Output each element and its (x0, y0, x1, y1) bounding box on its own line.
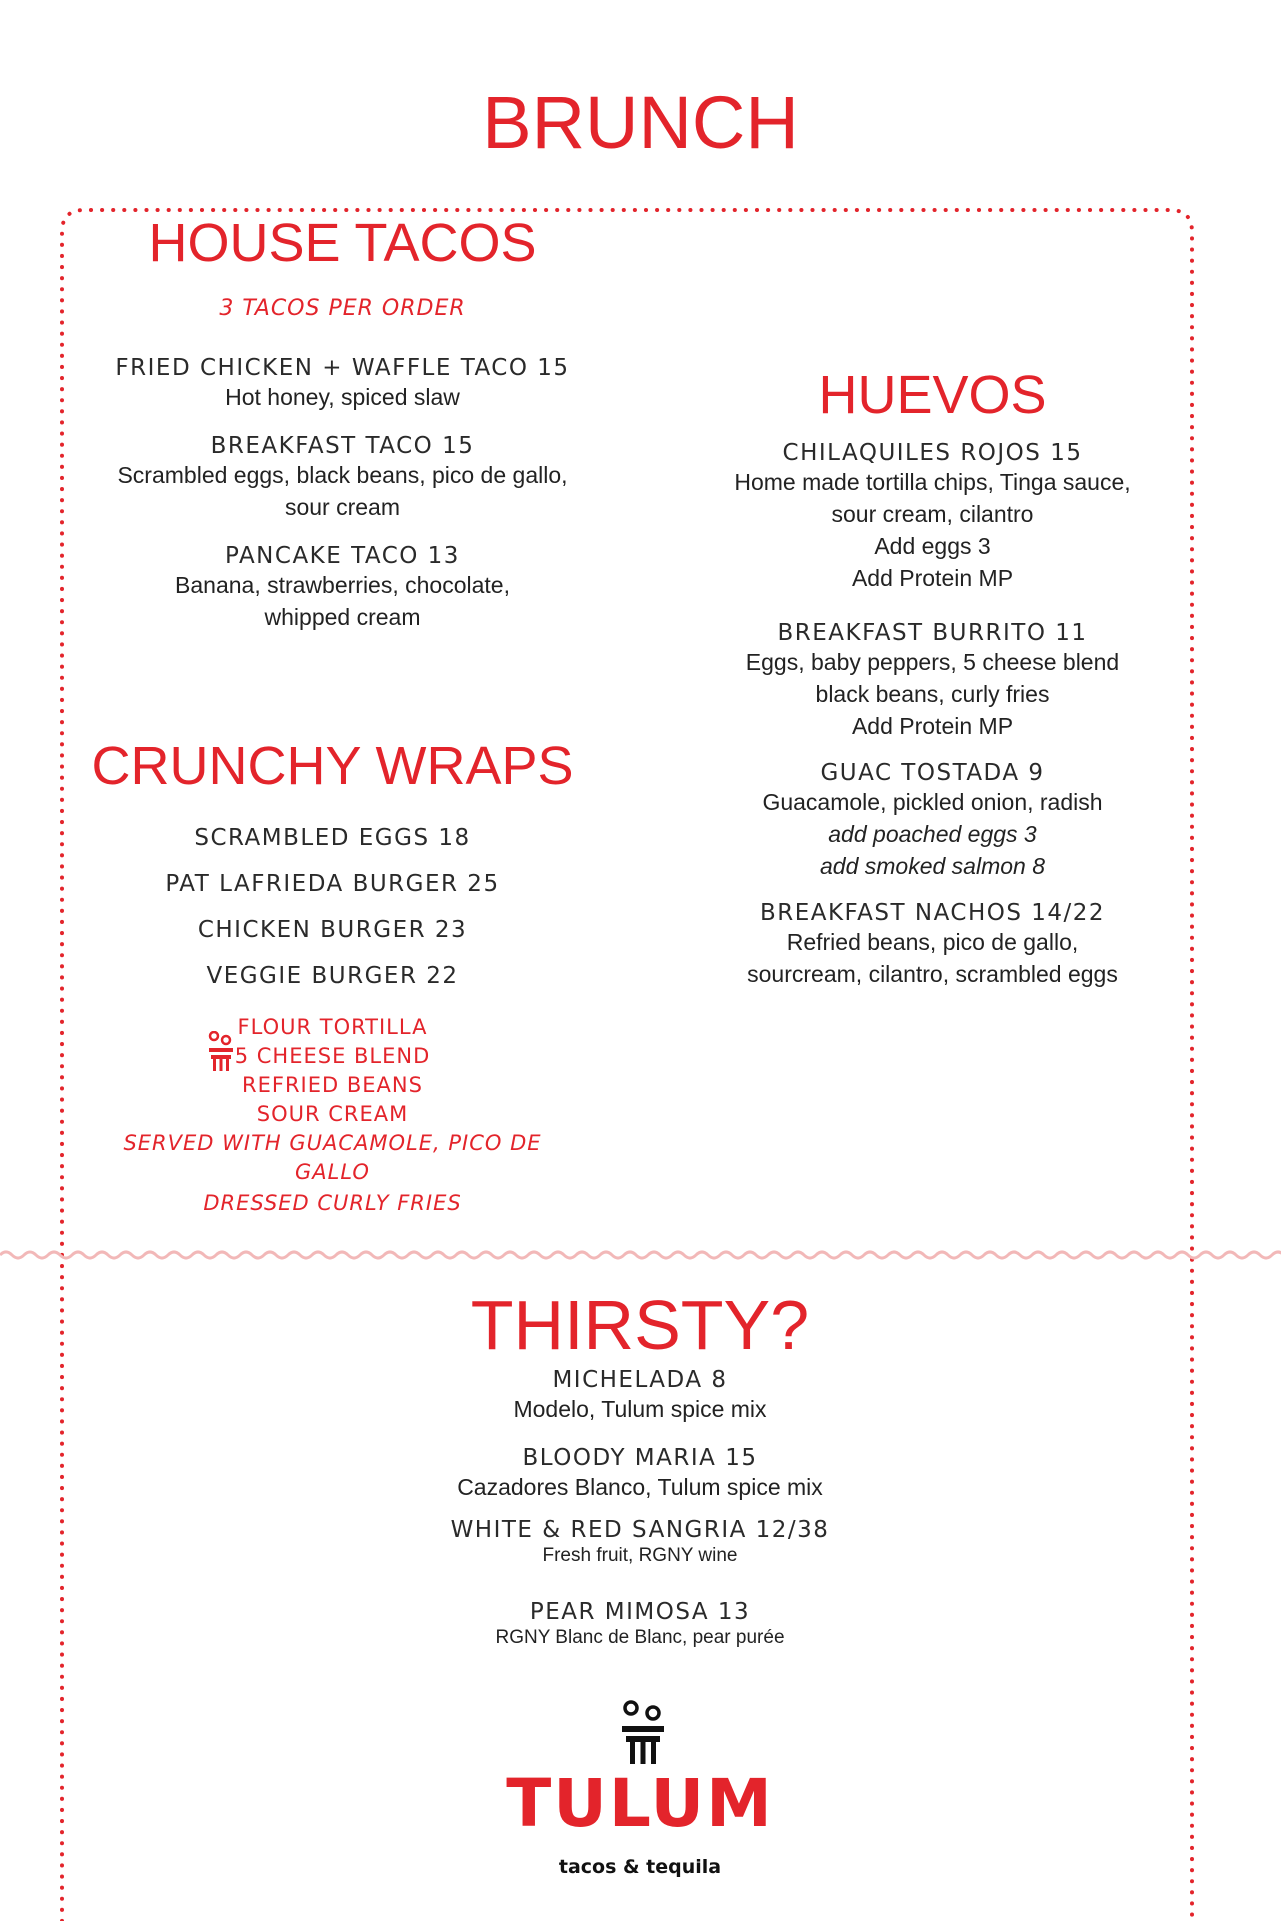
page-title: BRUNCH (482, 81, 799, 164)
drink-desc: Cazadores Blanco, Tulum spice mix (457, 1474, 823, 1500)
item-name: CHILAQUILES ROJOS 15 (782, 440, 1083, 466)
item-name: BREAKFAST NACHOS 14/22 (759, 900, 1106, 926)
item-desc: Add Protein MP (851, 565, 1014, 591)
item-desc-italic: add poached eggs 3 (828, 821, 1037, 847)
wrap-note: 5 CHEESE BLEND (234, 1044, 431, 1068)
item-desc: whipped cream (264, 604, 421, 630)
drink-item (340, 1517, 940, 1569)
house-tacos-subtitle: 3 TACOS PER ORDER (219, 296, 466, 321)
menu-item (700, 440, 1165, 594)
item-desc: Add Protein MP (851, 713, 1014, 739)
wrap-item: SCRAMBLED EGGS 18 (194, 825, 471, 851)
tulum-logo-mascot-icon (620, 1700, 666, 1766)
item-desc-italic: add smoked salmon 8 (819, 853, 1045, 879)
tulum-mascot-icon (207, 1031, 235, 1073)
wrap-item: VEGGIE BURGER 22 (206, 963, 459, 989)
item-desc: Guacamole, pickled onion, radish (762, 789, 1103, 815)
wrap-note: GALLO (295, 1160, 370, 1184)
drink-item (340, 1445, 940, 1503)
item-desc: black beans, curly fries (815, 681, 1050, 707)
drink-name: BLOODY MARIA 15 (522, 1445, 758, 1471)
item-desc: Scrambled eggs, black beans, pico de gallo, (117, 462, 568, 488)
drink-item (340, 1367, 940, 1425)
item-desc: sourcream, cilantro, scrambled eggs (747, 961, 1118, 987)
brand-tagline: tacos & tequila (558, 1856, 722, 1878)
crunchy-wraps-title: CRUNCHY WRAPS (91, 736, 574, 796)
drink-desc: RGNY Blanc de Blanc, pear purée (495, 1627, 785, 1648)
item-desc: Hot honey, spiced slaw (225, 384, 460, 410)
menu-item (700, 620, 1165, 742)
menu-item (105, 433, 580, 523)
brand-name: TULUM (506, 1765, 774, 1842)
drink-name: MICHELADA 8 (552, 1367, 728, 1393)
item-desc: sour cream, cilantro (831, 501, 1034, 527)
item-name: PANCAKE TACO 13 (225, 543, 460, 569)
item-name: BREAKFAST BURRITO 11 (777, 620, 1088, 646)
house-tacos-title: HOUSE TACOS (148, 213, 537, 273)
item-desc: Eggs, baby peppers, 5 cheese blend (745, 649, 1120, 675)
item-desc: Refried beans, pico de gallo, (786, 929, 1079, 955)
item-desc: Add eggs 3 (874, 533, 991, 559)
wrap-note: SOUR CREAM (256, 1102, 409, 1126)
menu-item (105, 355, 580, 413)
item-name: BREAKFAST TACO 15 (210, 433, 475, 459)
item-name: GUAC TOSTADA 9 (820, 760, 1045, 786)
drink-desc: Modelo, Tulum spice mix (513, 1396, 767, 1422)
drink-desc: Fresh fruit, RGNY wine (542, 1545, 738, 1566)
wrap-item: PAT LAFRIEDA BURGER 25 (165, 871, 500, 897)
menu-item (105, 543, 580, 633)
wavy-divider (0, 1240, 1281, 1270)
wrap-item: CHICKEN BURGER 23 (197, 917, 468, 943)
menu-item (700, 900, 1165, 990)
item-desc: sour cream (284, 494, 401, 520)
menu-item (700, 760, 1165, 882)
wrap-note: DRESSED CURLY FRIES (203, 1191, 462, 1215)
item-name: FRIED CHICKEN + WAFFLE TACO 15 (115, 355, 570, 381)
huevos-title: HUEVOS (818, 365, 1047, 425)
wrap-note: SERVED WITH GUACAMOLE, PICO DE (123, 1131, 542, 1155)
item-desc: Banana, strawberries, chocolate, (175, 572, 510, 598)
thirsty-title: THIRSTY? (470, 1286, 810, 1364)
wrap-note: REFRIED BEANS (242, 1073, 423, 1097)
drink-name: WHITE & RED SANGRIA 12/38 (450, 1517, 830, 1543)
drink-name: PEAR MIMOSA 13 (529, 1599, 751, 1625)
wrap-note: FLOUR TORTILLA (237, 1015, 428, 1039)
item-desc: Home made tortilla chips, Tinga sauce, (734, 469, 1131, 495)
drink-item (340, 1599, 940, 1651)
